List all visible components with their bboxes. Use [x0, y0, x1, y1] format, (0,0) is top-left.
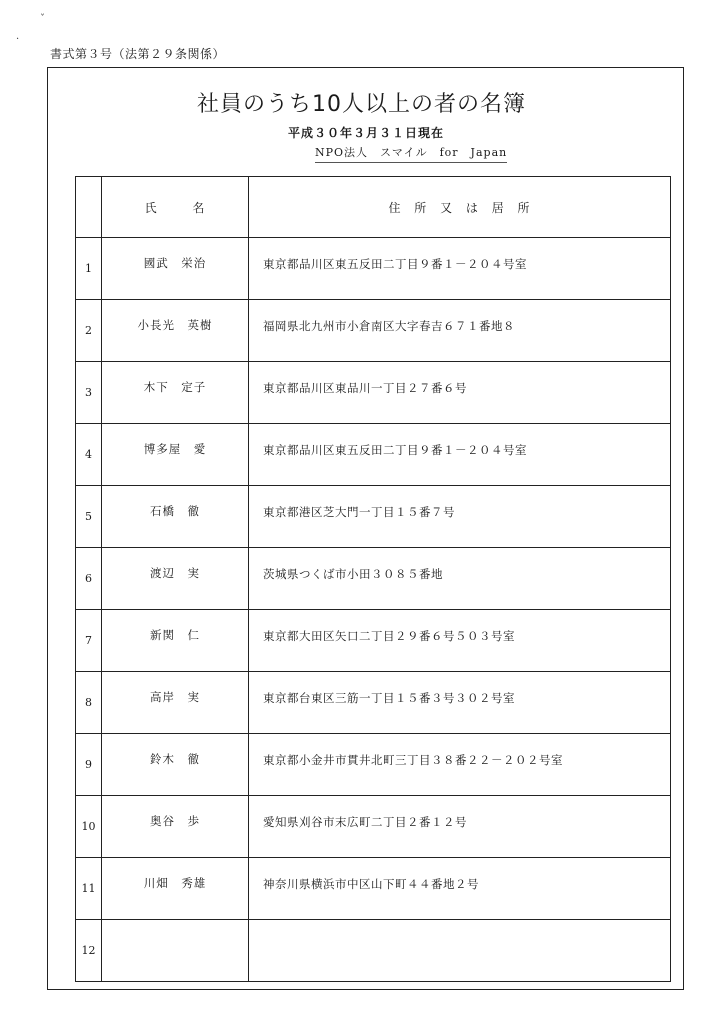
row-number: 2	[76, 300, 102, 362]
table-row	[76, 858, 671, 920]
row-number: 11	[76, 858, 102, 920]
member-name: 木下 定子	[143, 380, 207, 394]
table-row	[76, 610, 671, 672]
member-name: 博多屋 愛	[143, 442, 207, 456]
name-cell	[102, 734, 249, 796]
scan-speck: ˇ	[40, 14, 45, 25]
name-cell	[102, 858, 249, 920]
table-row	[76, 672, 671, 734]
name-cell	[102, 424, 249, 486]
member-address: 福岡県北九州市小倉南区大字春吉６７１番地８	[263, 319, 515, 333]
address-cell	[249, 610, 671, 672]
address-cell	[249, 920, 671, 982]
member-name	[102, 920, 248, 937]
header-address: 住 所 又 は 居 所	[249, 177, 671, 238]
member-name: 小長光 英樹	[137, 318, 213, 332]
name-cell	[102, 548, 249, 610]
name-cell	[102, 610, 249, 672]
member-name: 高岸 実	[150, 690, 200, 704]
member-name: 渡辺 実	[150, 566, 200, 580]
row-number: 6	[76, 548, 102, 610]
address-cell	[249, 424, 671, 486]
member-name: 鈴木 徹	[150, 752, 200, 766]
table-row	[76, 734, 671, 796]
name-cell	[102, 672, 249, 734]
row-number: 12	[76, 920, 102, 982]
address-cell	[249, 734, 671, 796]
row-number: 1	[76, 238, 102, 300]
member-name: 川畑 秀雄	[143, 876, 207, 890]
name-cell	[102, 300, 249, 362]
address-cell	[249, 548, 671, 610]
as-of-date: 平成３０年３月３１日現在	[288, 126, 445, 140]
scan-speck: ·	[16, 34, 20, 45]
address-cell	[249, 300, 671, 362]
row-number: 9	[76, 734, 102, 796]
member-address: 茨城県つくば市小田３０８５番地	[263, 567, 443, 581]
address-cell	[249, 796, 671, 858]
name-cell	[102, 486, 249, 548]
name-cell	[102, 238, 249, 300]
member-address: 東京都港区芝大門一丁目１５番７号	[263, 505, 455, 519]
member-name: 新関 仁	[150, 628, 200, 642]
member-address: 東京都台東区三筋一丁目１５番３号３０２号室	[263, 691, 515, 705]
name-cell	[102, 920, 249, 982]
member-address: 東京都品川区東五反田二丁目９番１－２０４号室	[263, 443, 527, 457]
member-name: 國武 栄治	[143, 256, 207, 270]
member-address: 愛知県刈谷市末広町二丁目２番１２号	[263, 815, 467, 829]
address-cell	[249, 486, 671, 548]
member-roster-table	[75, 176, 671, 982]
row-number: 4	[76, 424, 102, 486]
row-number: 3	[76, 362, 102, 424]
address-cell	[249, 362, 671, 424]
address-cell	[249, 238, 671, 300]
member-name: 奥谷 歩	[150, 814, 200, 828]
row-number: 10	[76, 796, 102, 858]
table-row	[76, 796, 671, 858]
table-row	[76, 238, 671, 300]
table-row	[76, 548, 671, 610]
name-cell	[102, 796, 249, 858]
member-address: 東京都品川区東品川一丁目２７番６号	[263, 381, 467, 395]
table-header-row	[76, 177, 671, 238]
organization-name: NPO法人 スマイル for Japan	[315, 144, 507, 163]
table-row	[76, 362, 671, 424]
page-title: 社員のうち10人以上の者の名簿	[197, 92, 526, 117]
member-address: 東京都小金井市貫井北町三丁目３８番２２－２０２号室	[263, 753, 563, 767]
name-cell	[102, 362, 249, 424]
address-cell	[249, 672, 671, 734]
member-address: 東京都品川区東五反田二丁目９番１－２０４号室	[263, 257, 527, 271]
member-address: 東京都大田区矢口二丁目２９番６号５０３号室	[263, 629, 515, 643]
address-cell	[249, 858, 671, 920]
member-address	[249, 920, 670, 938]
table-row	[76, 486, 671, 548]
table-row	[76, 424, 671, 486]
header-name: 氏 名	[102, 177, 249, 238]
row-number: 7	[76, 610, 102, 672]
member-address: 神奈川県横浜市中区山下町４４番地２号	[263, 877, 479, 891]
header-number-cell	[76, 177, 102, 238]
row-number: 5	[76, 486, 102, 548]
row-number: 8	[76, 672, 102, 734]
table-row	[76, 300, 671, 362]
member-name: 石橋 徹	[150, 504, 200, 518]
form-number-label: 書式第３号（法第２９条関係）	[50, 47, 226, 61]
table-row	[76, 920, 671, 982]
